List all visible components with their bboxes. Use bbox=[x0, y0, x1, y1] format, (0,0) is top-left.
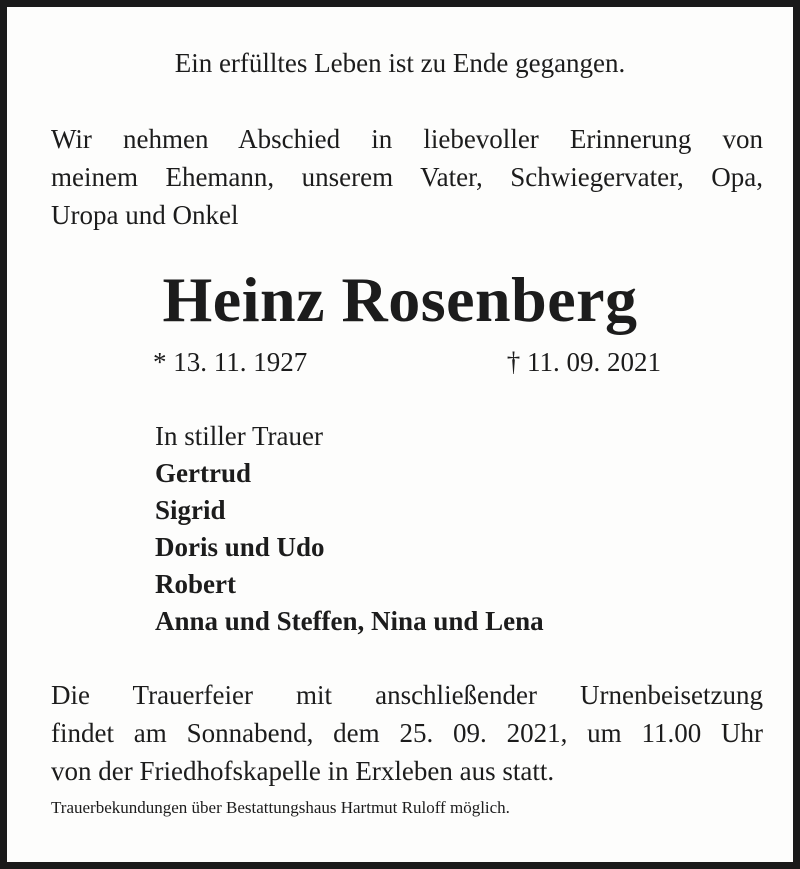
condolence-footnote: Trauerbekundungen über Bestattungshaus Hartmut Ruloff möglich. bbox=[51, 798, 510, 817]
birth-date: * 13. 11. 1927 bbox=[153, 347, 308, 377]
death-date: † 11. 09. 2021 bbox=[506, 347, 661, 377]
mourner-name: Gertrud bbox=[155, 458, 251, 488]
funeral-paragraph bbox=[51, 676, 763, 790]
intro-line: meinem Ehemann, unserem Vater, Schwiegervater, Opa, bbox=[51, 162, 763, 192]
funeral-line: von der Friedhofskapelle in Erxleben aus statt. bbox=[51, 756, 555, 786]
life-dates bbox=[153, 344, 661, 380]
intro-line: Wir nehmen Abschied in liebevoller Erinnerung von bbox=[51, 124, 763, 154]
mourning-lead: In stiller Trauer bbox=[155, 421, 323, 451]
intro-paragraph bbox=[51, 120, 763, 234]
headline: Ein erfülltes Leben ist zu Ende gegangen. bbox=[174, 48, 626, 78]
funeral-line: findet am Sonnabend, dem 25. 09. 2021, um 11.00 Uhr bbox=[51, 718, 763, 748]
mourner-name: Sigrid bbox=[155, 495, 226, 525]
intro-line: Uropa und Onkel bbox=[51, 200, 239, 230]
mourner-name: Anna und Steffen, Nina und Lena bbox=[155, 606, 544, 636]
mourners-block bbox=[155, 418, 544, 640]
deceased-name: Heinz Rosenberg bbox=[162, 264, 638, 335]
mourner-name: Doris und Udo bbox=[155, 532, 325, 562]
funeral-line: Die Trauerfeier mit anschließender Urnenbeisetzung bbox=[51, 680, 763, 710]
mourner-name: Robert bbox=[155, 569, 236, 599]
